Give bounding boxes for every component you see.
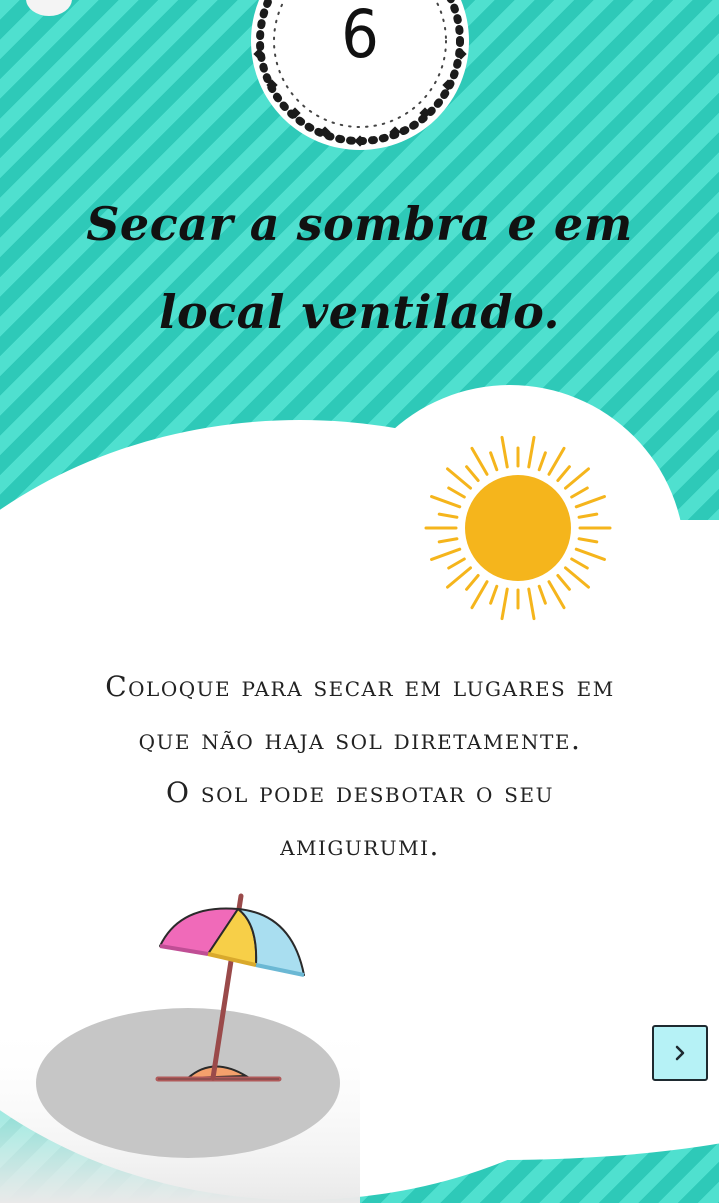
sun-ray [467, 575, 479, 589]
sun-ray [576, 497, 604, 507]
instruction-line-2: que não haja sol diretamente. [138, 723, 582, 756]
next-button[interactable] [652, 1025, 708, 1081]
sun-icon [418, 432, 618, 632]
step-number: 6 [341, 0, 379, 73]
instruction-line-4: amigurumi. [280, 829, 440, 862]
beach-umbrella-icon [30, 880, 350, 1170]
title-line-1: Secar a sombra e em [86, 197, 633, 251]
sun-ray [565, 568, 588, 587]
title-line-2: local ventilado. [159, 285, 560, 339]
sun-ray [502, 437, 507, 467]
sun-ray [449, 559, 465, 568]
sun-ray [491, 453, 497, 470]
sun-ray [432, 549, 460, 559]
sun-ray [529, 589, 534, 619]
sun-ray [572, 559, 588, 568]
sun-ray [502, 589, 507, 619]
sun-ray [448, 568, 471, 587]
sun-ray [572, 488, 588, 497]
sun-ray [491, 586, 497, 603]
sun-ray [579, 539, 597, 542]
sun-ray [439, 514, 457, 517]
sun-ray [432, 497, 460, 507]
sun-ray [449, 488, 465, 497]
instruction-line-3: O sol pode desbotar o seu [166, 776, 554, 809]
sun-ray [539, 453, 545, 470]
sun-ray [576, 549, 604, 559]
instruction-line-1: Coloque para secar em lugares em [105, 670, 615, 703]
sun-ray [472, 448, 487, 474]
sun-ray [579, 514, 597, 517]
sun-ray [558, 467, 570, 481]
sun-ray [549, 582, 564, 608]
chevron-right-icon [669, 1042, 691, 1064]
sun-ray [529, 437, 534, 467]
sun-ray [539, 586, 545, 603]
sun-ray [439, 539, 457, 542]
sun-ray [549, 448, 564, 474]
sun-ray [448, 469, 471, 488]
sun-ray [467, 467, 479, 481]
sun-ray [472, 582, 487, 608]
sun-ray [565, 469, 588, 488]
sun-ray [558, 575, 570, 589]
instruction-text [40, 660, 680, 872]
